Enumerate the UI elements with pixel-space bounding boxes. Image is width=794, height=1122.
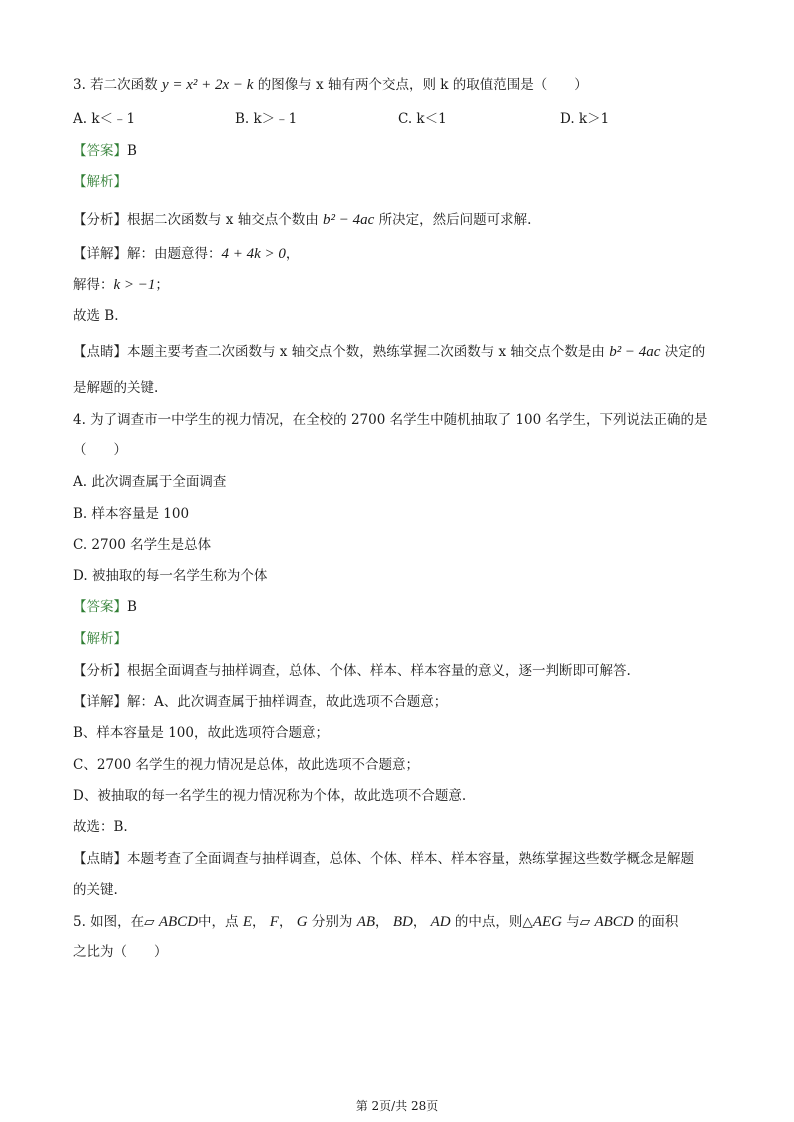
q5-text-b: 中，点: [198, 914, 243, 930]
q5-sep: ，: [412, 914, 427, 930]
q4-xiangjie-b: B、样本容量是 100，故此选项符合题意；: [73, 725, 329, 741]
q4-dianjing-text: 本题考查了全面调查与抽样调查，总体、个体、样本、样本容量，熟练掌握这些数学概念是解题: [127, 851, 694, 867]
q5-sep: ，: [375, 914, 389, 930]
q4-xiangjie-c: C、2700 名学生的视力情况是总体，故此选项不合题意；: [73, 757, 419, 773]
q4-choose: 故选：B.: [73, 819, 128, 835]
q3-option-b: B. k＞﹣1: [235, 111, 298, 127]
q3-option-d: D. k＞1: [560, 111, 610, 127]
q5-segment-bd: BD: [392, 914, 413, 930]
q3-analysis-tag: 【解析】: [73, 174, 127, 190]
q3-jiede: [73, 275, 169, 295]
parallelogram-symbol: ▱: [579, 914, 591, 930]
q4-dianjing-line2: 的关键.: [73, 882, 118, 898]
q3-xiangjie-formula: 4 + 4k > 0: [221, 246, 286, 262]
q3-stem: [73, 75, 588, 95]
q5-text-a: 5. 如图，在: [73, 914, 145, 930]
q5-abcd: ABCD: [594, 914, 634, 930]
q5-abcd: ABCD: [158, 914, 199, 930]
fenxi-tag: 【分析】: [73, 663, 127, 679]
q3-option-a: A. k＜﹣1: [73, 111, 136, 127]
q3-answer-value: B: [127, 143, 137, 159]
dianjing-tag: 【点睛】: [73, 851, 127, 867]
q4-option-b: B. 样本容量是 100: [73, 506, 190, 522]
q3-xiangjie-text: 解：由题意得：: [127, 246, 222, 262]
q5-point-e: E: [242, 914, 252, 930]
xiangjie-tag: 【详解】: [73, 694, 127, 710]
dianjing-tag: 【点睛】: [73, 344, 127, 360]
fenxi-tag: 【分析】: [73, 212, 127, 228]
q5-point-g: G: [296, 914, 308, 930]
triangle-symbol: △: [522, 914, 533, 930]
q3-stem-text-post: 的图像与 x 轴有两个交点，则 k 的取值范围是（ ）: [253, 77, 588, 93]
q4-answer: [73, 597, 137, 617]
q4-dianjing: [73, 849, 694, 869]
q4-option-c: C. 2700 名学生是总体: [73, 537, 212, 553]
xiangjie-tag: 【详解】: [73, 246, 127, 262]
parallelogram-symbol: ▱: [144, 914, 155, 930]
q5-sep: ，: [252, 914, 266, 930]
q3-fenxi-post: 所决定，然后问题可求解.: [374, 212, 532, 228]
q3-dianjing-text: 本题主要考查二次函数与 x 轴交点个数，熟练掌握二次函数与 x 轴交点个数是由: [127, 344, 610, 360]
q3-dianjing-line2: 是解题的关键.: [73, 380, 159, 396]
q4-fenxi-text: 根据全面调查与抽样调查，总体、个体、样本、样本容量的意义，逐一判断即可解答.: [127, 663, 631, 679]
q4-option-a: A. 此次调查属于全面调查: [73, 474, 227, 490]
q3-choose: 故选 B.: [73, 308, 119, 324]
q3-dianjing-post: 决定的: [660, 344, 706, 360]
q5-stem: [73, 912, 678, 932]
q4-xiangjie-text: 解：A、此次调查属于抽样调查，故此选项不合题意；: [127, 694, 448, 710]
q3-xiangjie-post: ，: [285, 246, 300, 262]
q3-answer: [73, 141, 137, 161]
q4-xiangjie: [73, 692, 447, 712]
q3-dianjing: [73, 342, 705, 362]
q3-fenxi-text: 根据二次函数与 x 轴交点个数由: [127, 212, 323, 228]
q3-fenxi: [73, 210, 531, 230]
q5-stem-line2: 之比为（ ）: [73, 944, 168, 960]
q3-option-c: C. k＜1: [398, 111, 447, 127]
q3-stem-text: 3. 若二次函数: [73, 77, 162, 93]
q5-text-e: 与: [561, 914, 580, 930]
q4-analysis-tag: 【解析】: [73, 631, 127, 647]
q4-answer-value: B: [127, 599, 137, 615]
q3-jiede-post: ；: [155, 277, 169, 293]
q3-options: [73, 109, 693, 129]
q4-xiangjie-d: D、被抽取的每一名学生的视力情况称为个体，故此选项不合题意.: [73, 788, 467, 804]
answer-tag: 【答案】: [73, 143, 127, 159]
q5-text-c: 分别为: [307, 914, 357, 930]
q5-segment-ab: AB: [356, 914, 376, 930]
q4-stem-line2: （ ）: [73, 442, 127, 458]
q3-formula: y = x² + 2x − k: [161, 77, 254, 93]
q5-triangle-aeg: AEG: [532, 914, 562, 930]
q3-fenxi-formula: b² − 4ac: [323, 212, 375, 228]
q3-jiede-text: 解得：: [73, 277, 114, 293]
q4-option-d: D. 被抽取的每一名学生称为个体: [73, 568, 268, 584]
q3-dianjing-formula: b² − 4ac: [609, 344, 661, 360]
q5-text-d: 的中点，则: [450, 914, 523, 930]
q4-stem: 4. 为了调查市一中学生的视力情况，在全校的 2700 名学生中随机抽取了 100 名学生，下列说法正确的是: [73, 412, 708, 428]
q5-point-f: F: [269, 914, 279, 930]
q5-sep: ，: [278, 914, 293, 930]
answer-tag: 【答案】: [73, 599, 127, 615]
q4-fenxi: [73, 661, 631, 681]
q3-xiangjie: [73, 244, 299, 264]
q3-jiede-formula: k > −1: [113, 277, 156, 293]
page-number: 第 2页/共 28页: [355, 1099, 439, 1113]
q5-segment-ad: AD: [430, 914, 451, 930]
q5-text-f: 的面积: [633, 914, 679, 930]
